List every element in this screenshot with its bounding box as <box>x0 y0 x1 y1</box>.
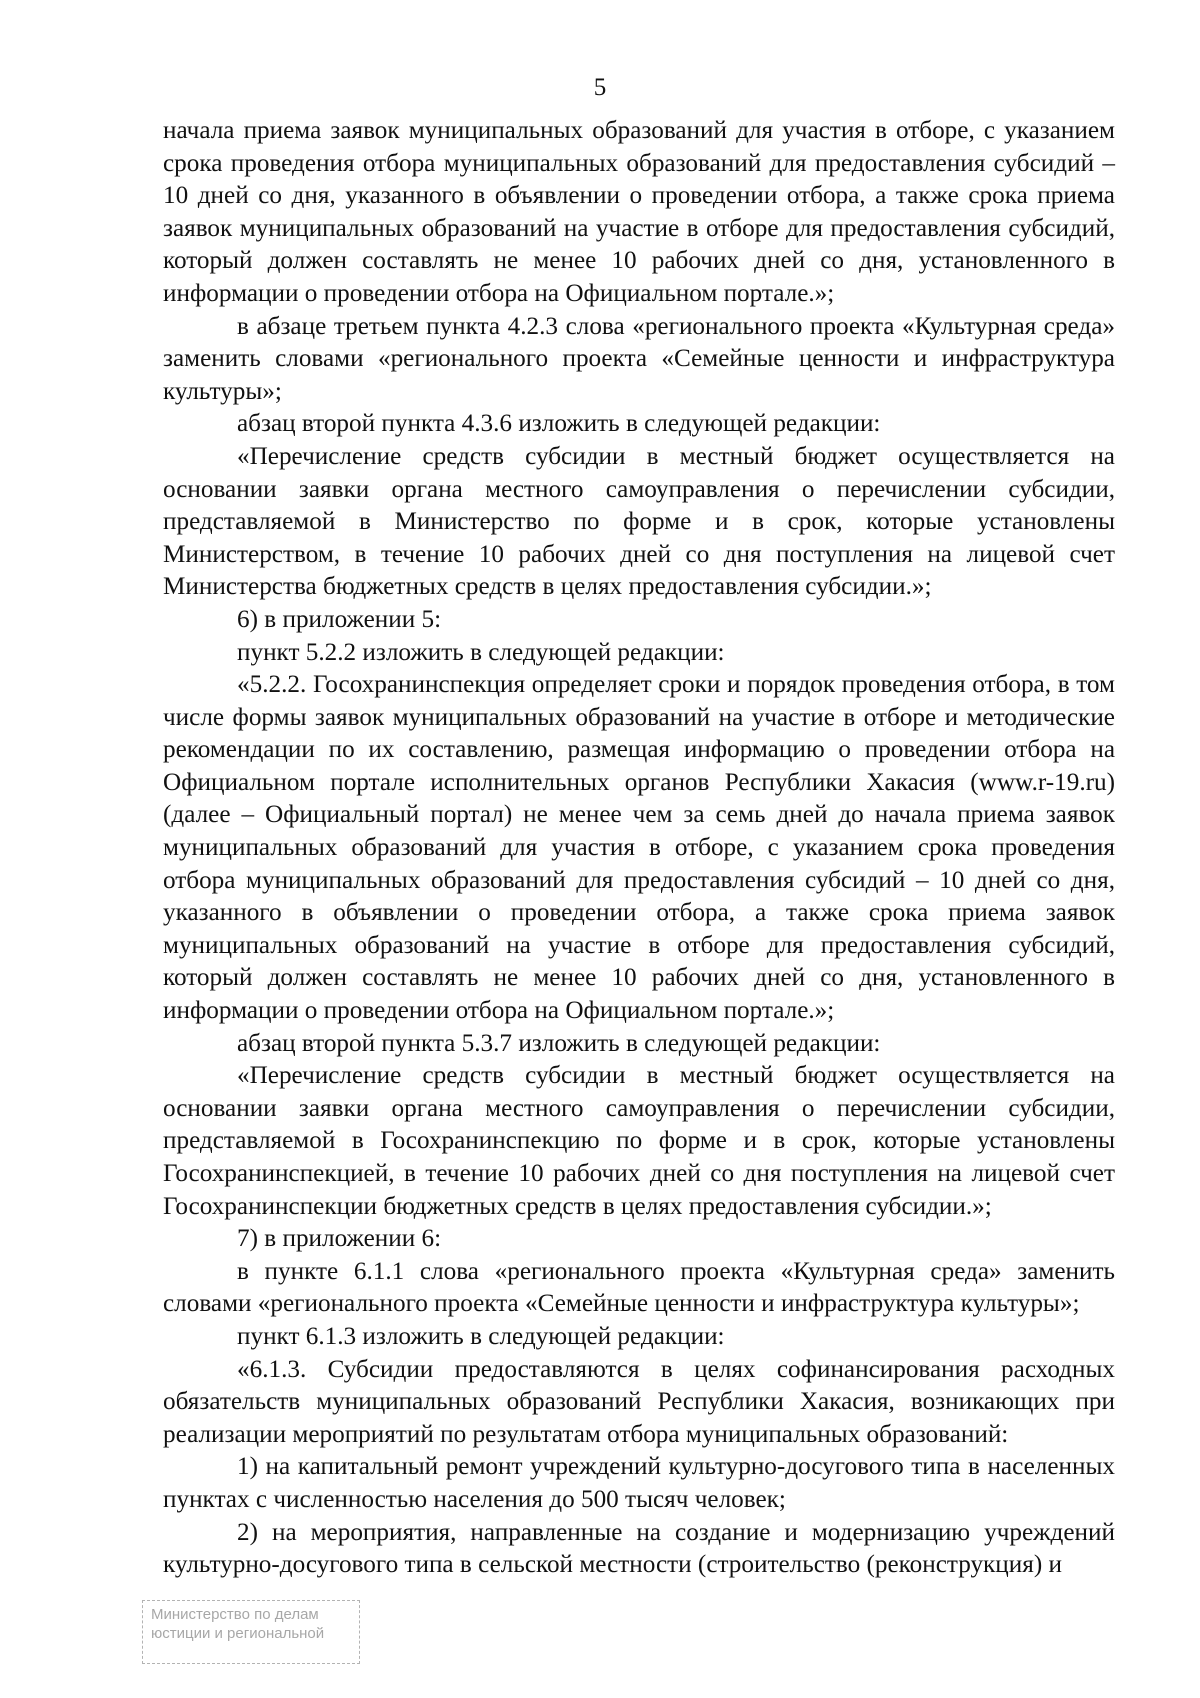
document-body <box>163 115 1115 1582</box>
paragraph: пункт 6.1.3 изложить в следующей редакции: <box>237 1322 725 1350</box>
paragraph: абзац второй пункта 5.3.7 изложить в следующей редакции: <box>237 1029 881 1057</box>
stamp-line: Министерство по делам <box>151 1606 319 1623</box>
paragraph: начала приема заявок муниципальных образований для участия в отборе, с указанием срока проведения отбора муниципальных образований для предоставления субсидий – 10 дней со дня, указанного в объявлении о проведении отбора, а также срока приема заявок муниципальных образований на участие в отборе для предоставления субсидий, который должен составлять не менее 10 рабочих дней со дня, установленного в информации о проведении отбора на Официальном портале.»; <box>163 117 1115 307</box>
paragraph: абзац второй пункта 4.3.6 изложить в следующей редакции: <box>237 410 881 438</box>
paragraph: в абзаце третьем пункта 4.2.3 слова «регионального проекта «Культурная среда» заменить словами «регионального проекта «Семейные ценности и инфраструктура культуры»; <box>163 312 1115 405</box>
paragraph: «Перечисление средств субсидии в местный бюджет осуществляется на основании заявки органа местного самоуправления о перечислении субсидии, представляемой в Министерство по форме и в срок, которые установлены Министерством, в течение 10 рабочих дней со дня поступления на лицевой счет Министерства бюджетных средств в целях предоставления субсидии.»; <box>163 442 1115 601</box>
paragraph: 1) на капитальный ремонт учреждений культурно-досугового типа в населенных пунктах с численностью населения до 500 тысяч человек; <box>163 1453 1115 1513</box>
paragraph: «6.1.3. Субсидии предоставляются в целях софинансирования расходных обязательств муниципальных образований Республики Хакасия, возникающих при реализации мероприятий по результатам отбора муниципальных образований: <box>163 1355 1115 1448</box>
stamp-line: юстиции и региональной <box>151 1625 325 1642</box>
paragraph: в пункте 6.1.1 слова «регионального проекта «Культурная среда» заменить словами «регионального проекта «Семейные ценности и инфраструктура культуры»; <box>163 1257 1115 1318</box>
paragraph: 2) на мероприятия, направленные на создание и модернизацию учреждений культурно-досугового типа в сельской местности (строительство (реконструкция) и <box>163 1518 1115 1579</box>
paragraph: пункт 5.2.2 изложить в следующей редакции: <box>237 638 725 666</box>
ministry-stamp <box>142 1600 360 1664</box>
paragraph: «5.2.2. Госохранинспекция определяет сроки и порядок проведения отбора, в том числе формы заявок муниципальных образований на участие в отборе и методические рекомендации по их составлению, размещая информацию о проведении отбора на Официальном портале исполнительных органов Республики Хакасия (www.r-19.ru) (далее – Официальный портал) не менее чем за семь дней до начала приема заявок муниципальных образований для участия в отборе, с указанием срока проведения отбора муниципальных образований для предоставления субсидий – 10 дней со дня, указанного в объявлении о проведении отбора, а также срока приема заявок муниципальных образований на участие в отборе для предоставления субсидий, который должен составлять не менее 10 рабочих дней со дня, установленного в информации о проведении отбора на Официальном портале.»; <box>163 671 1115 1025</box>
paragraph: 6) в приложении 5: <box>237 605 442 633</box>
paragraph: 7) в приложении 6: <box>237 1225 442 1253</box>
page-number: 5 <box>593 74 607 101</box>
paragraph: «Перечисление средств субсидии в местный бюджет осуществляется на основании заявки органа местного самоуправления о перечислении субсидии, представляемой в Госохранинспекцию по форме и в срок, которые установлены Госохранинспекцией, в течение 10 рабочих дней со дня поступления на лицевой счет Госохранинспекции бюджетных средств в целях предоставления субсидии.»; <box>163 1062 1115 1220</box>
